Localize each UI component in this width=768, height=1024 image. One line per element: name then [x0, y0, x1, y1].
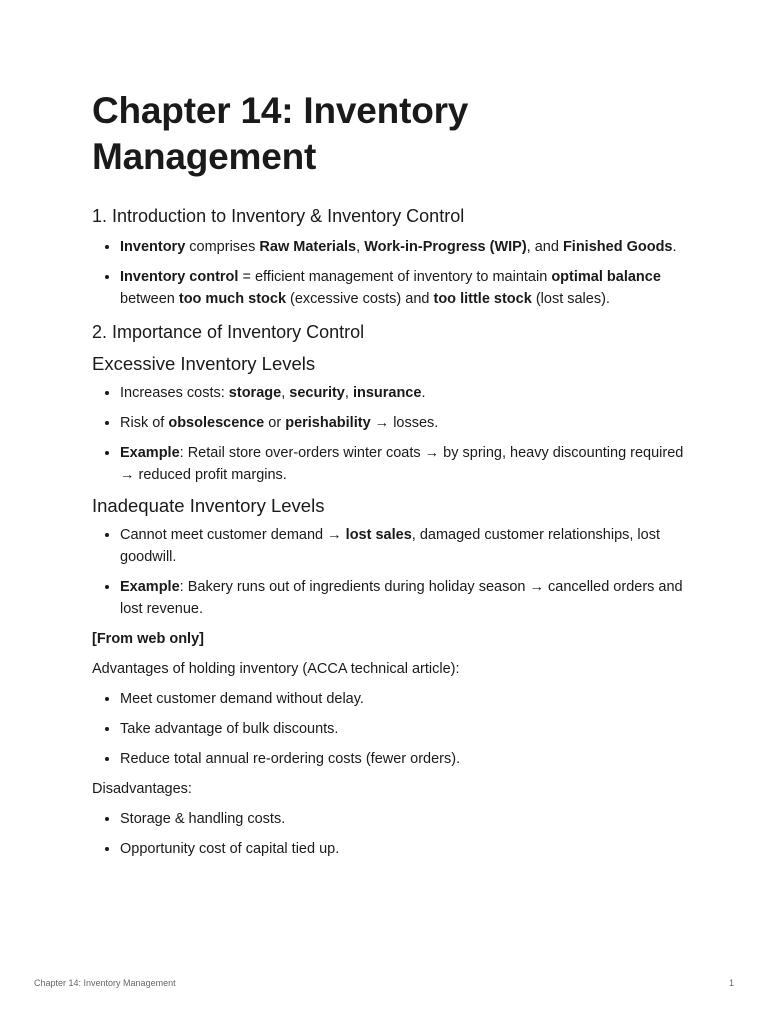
- page-number: 1: [728, 978, 734, 988]
- page-footer: [34, 978, 734, 988]
- footer-title: Chapter 14: Inventory Management: [34, 978, 176, 988]
- list-item: • Storage & handling costs.: [120, 808, 692, 830]
- subheading-excessive: Excessive Inventory Levels: [92, 353, 316, 374]
- list-item: • Meet customer demand without delay.: [120, 688, 692, 710]
- list-item: • Example: Retail store over-orders winter coats → by spring, heavy discounting required → reduced profit margins.: [120, 442, 692, 486]
- list-item: • Example: Bakery runs out of ingredients during holiday season → cancelled orders and lost revenue.: [120, 576, 692, 620]
- page-title: Chapter 14: Inventory Management: [92, 90, 469, 177]
- inadequate-list: [92, 524, 692, 620]
- list-item: • Inventory comprises Raw Materials, Work-in-Progress (WIP), and Finished Goods.: [120, 236, 692, 258]
- list-item: • Take advantage of bulk discounts.: [120, 718, 692, 740]
- list-item: • Risk of obsolescence or perishability → losses.: [120, 412, 692, 434]
- disadvantages-list: [92, 808, 692, 860]
- list-item: • Cannot meet customer demand → lost sales, damaged customer relationships, lost goodwill.: [120, 524, 692, 568]
- section-heading-importance: 2. Importance of Inventory Control: [92, 322, 365, 342]
- list-item: • Reduce total annual re-ordering costs (fewer orders).: [120, 748, 692, 770]
- list-item: • Inventory control = efficient management of inventory to maintain optimal balance between too much stock (excessive costs) and too little stock (lost sales).: [120, 266, 692, 310]
- introduction-list: [92, 236, 692, 310]
- subheading-inadequate: Inadequate Inventory Levels: [92, 495, 325, 516]
- section-heading-introduction: 1. Introduction to Inventory & Inventory Control: [92, 206, 465, 226]
- document-page: [92, 88, 692, 868]
- web-only-note: [From web only]: [92, 631, 204, 647]
- list-item: • Opportunity cost of capital tied up.: [120, 838, 692, 860]
- advantages-intro: Advantages of holding inventory (ACCA technical article):: [92, 661, 460, 677]
- excessive-list: [92, 382, 692, 486]
- advantages-list: [92, 688, 692, 770]
- disadvantages-intro: Disadvantages:: [92, 781, 192, 797]
- list-item: • Increases costs: storage, security, insurance.: [120, 382, 692, 404]
